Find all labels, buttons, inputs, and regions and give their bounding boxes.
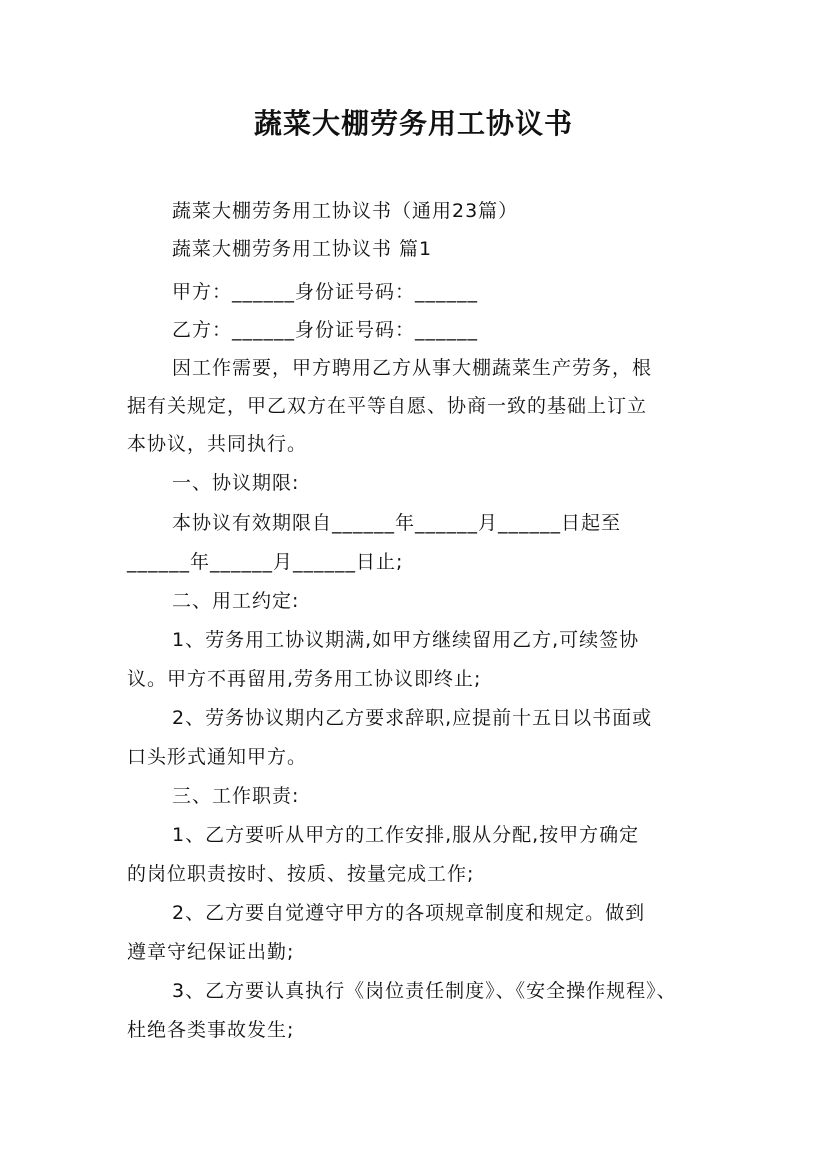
document-title: 蔬菜大棚劳务用工协议书 [253,107,573,140]
paragraph-line: 杜绝各类事故发生; [127,1019,295,1041]
paragraph-line: 2、乙方要自觉遵守甲方的各项规章制度和规定。做到 [172,902,646,924]
paragraph-line: ______年______月______日止; [127,551,404,573]
paragraph-line: 的岗位职责按时、按质、按量完成工作; [127,863,475,885]
clause-heading: 二、用工约定: [172,590,300,612]
clause-heading: 一、协议期限: [172,472,300,494]
paragraph-line: 本协议，共同执行。 [127,433,308,455]
paragraph-line: 3、乙方要认真执行《岗位责任制度》、《安全操作规程》、 [172,980,677,1002]
party-a-line: 甲方：______身份证号码：______ [172,281,479,303]
clause-heading: 三、工作职责: [172,785,300,807]
paragraph-line: 1、劳务用工协议期满,如甲方继续留用乙方,可续签协 [172,629,640,651]
paragraph-line: 因工作需要，甲方聘用乙方从事大棚蔬菜生产劳务，根 [172,357,653,379]
paragraph-line: 遵章守纪保证出勤; [127,941,295,963]
paragraph-line: 口头形式通知甲方。 [127,746,308,768]
paragraph-line: 本协议有效期限自______年______月______日起至 [172,512,622,534]
paragraph-line: 1、乙方要听从甲方的工作安排,服从分配,按甲方确定 [172,824,640,846]
section-heading: 蔬菜大棚劳务用工协议书 篇1 [172,238,433,260]
paragraph-line: 议。甲方不再留用,劳务用工协议即终止; [127,668,482,690]
paragraph-line: 2、劳务协议期内乙方要求辞职,应提前十五日以书面或 [172,707,653,729]
doc-subtitle: 蔬菜大棚劳务用工协议书（通用23篇） [172,200,519,222]
paragraph-line: 据有关规定，甲乙双方在平等自愿、协商一致的基础上订立 [127,395,648,417]
party-b-line: 乙方：______身份证号码：______ [172,319,479,341]
